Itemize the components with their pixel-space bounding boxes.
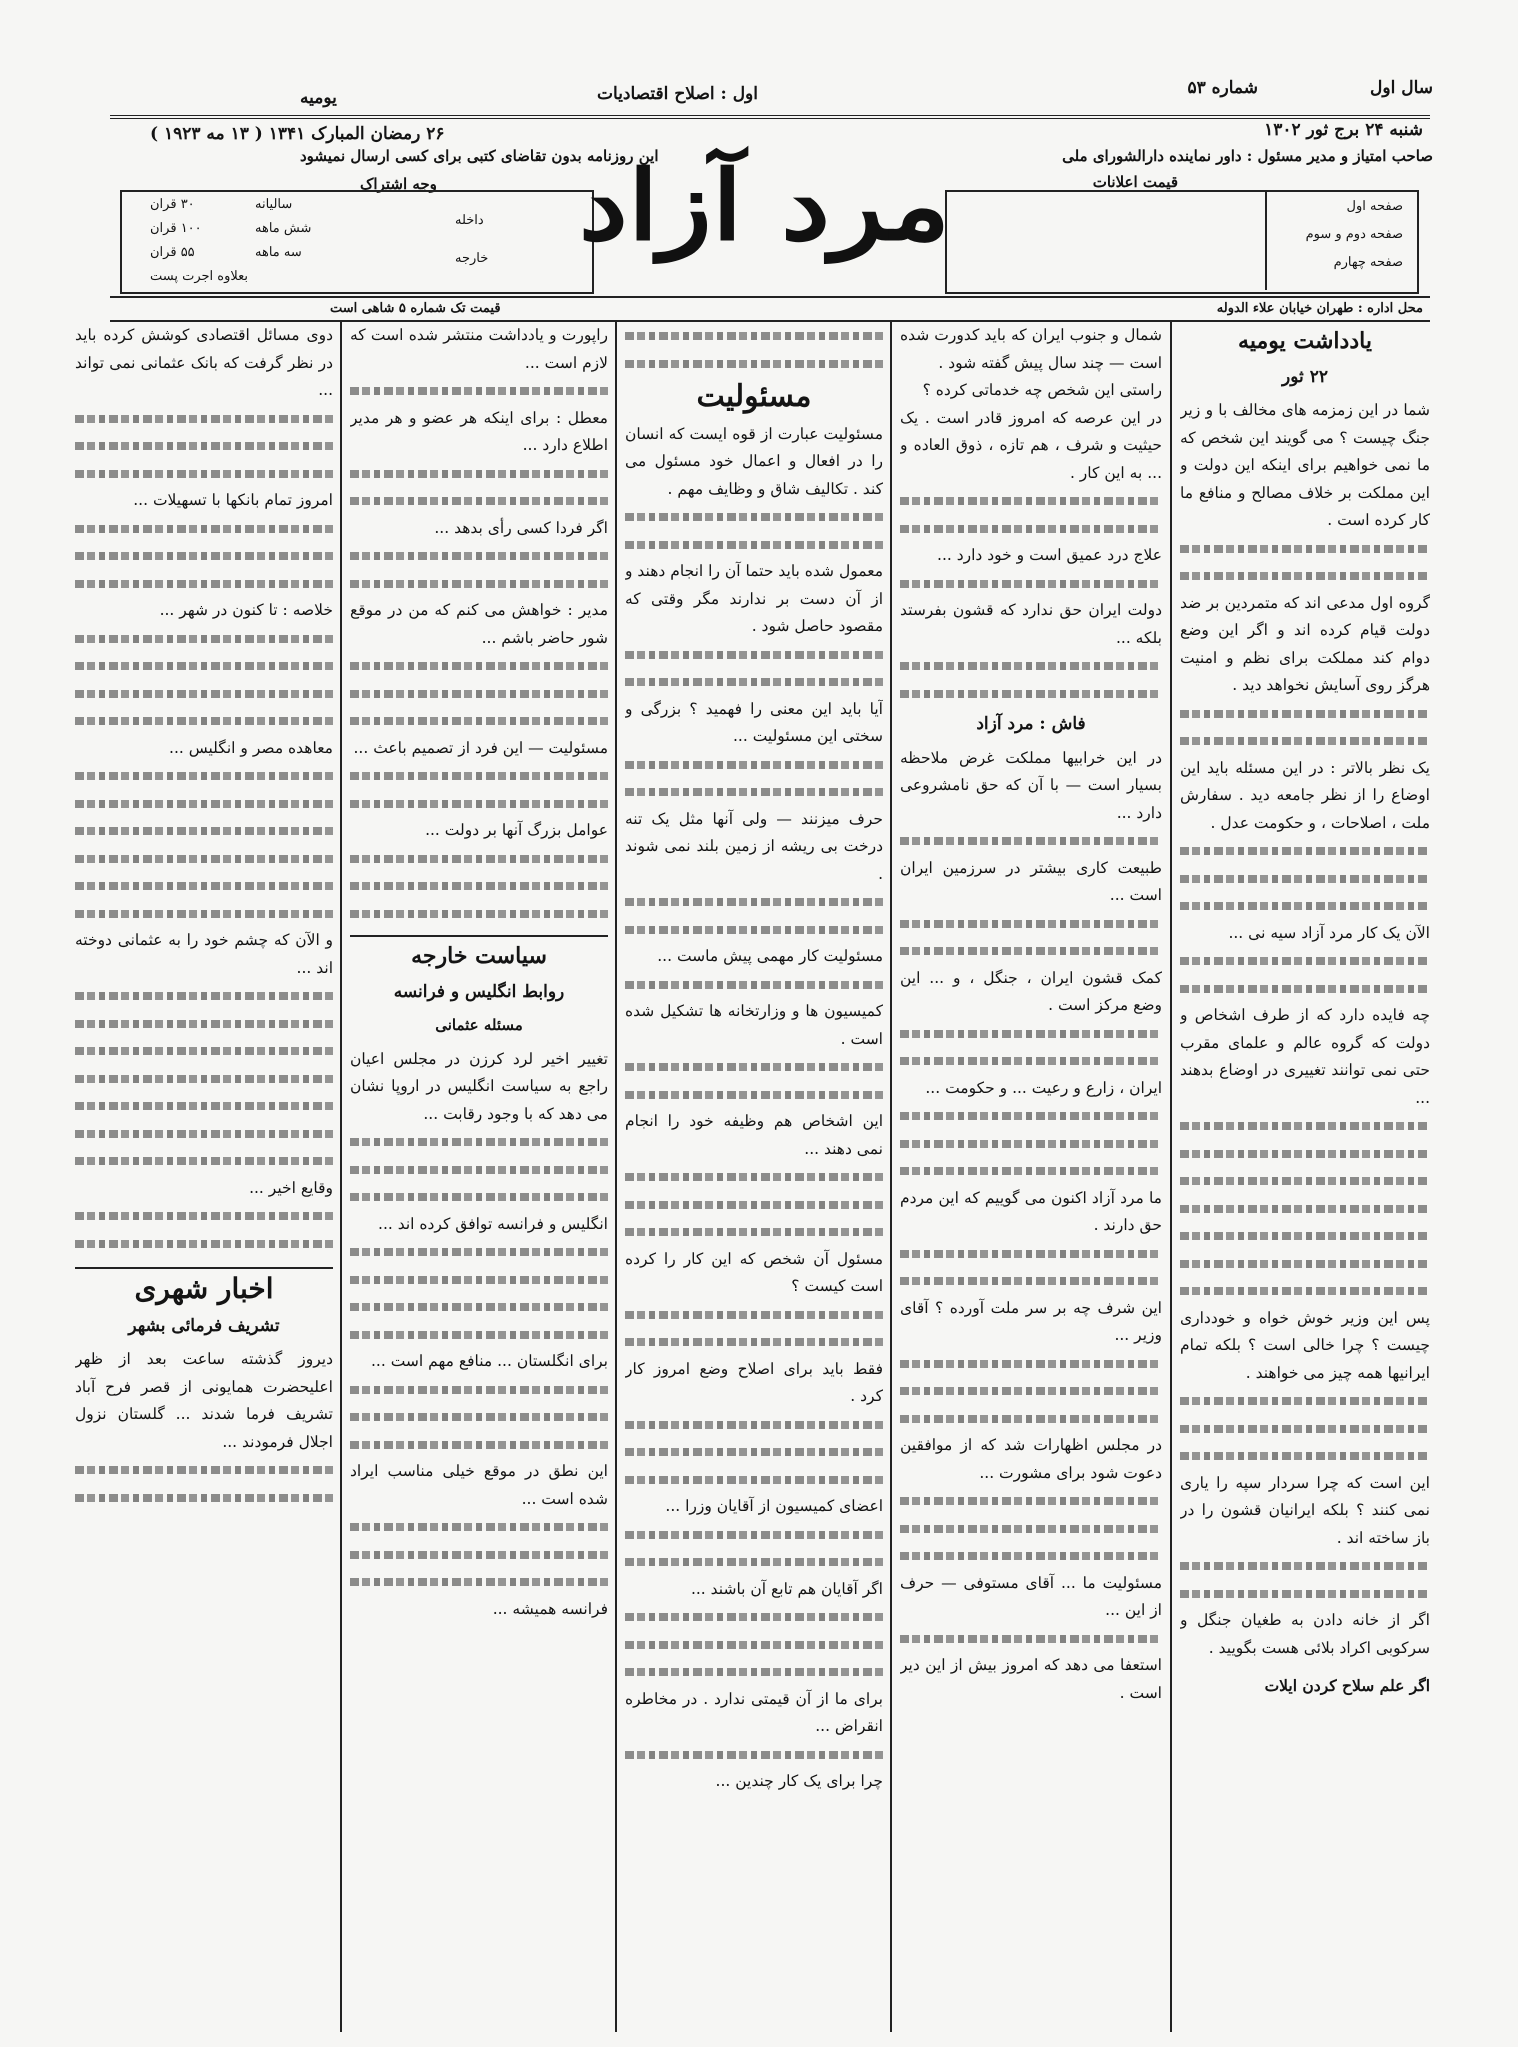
foreign-p11: فرانسه همیشه ...	[492, 1599, 608, 1618]
sub-price-1: ۱۰۰ قران	[150, 221, 202, 236]
column-editorial	[900, 322, 1162, 2022]
ads-row-1: صفحه اول	[1346, 199, 1403, 214]
city-news-p: دیروز گذشته ساعت بعد از ظهر اعلیحضرت همایونی از قصر فرح آباد تشریف فرما شدند ... گلستان نزول اجلال فرمودند ...	[75, 1350, 333, 1451]
editorial-p14: استعفا می دهد که امروز بیش از این دیر است .	[900, 1656, 1162, 1702]
daily-notes-p1: شما در این زمزمه های مخالف با و زیر جنگ چیست ؟ می گویند این شخص که ما نمی خواهیم برای اینکه این دولت و این مملکت بر خلاف مصالح و منافع ما کار کرده است .	[1180, 401, 1430, 529]
editorial-p5: دولت ایران حق ندارد که قشون بفرستد بلکه ...	[900, 601, 1162, 647]
foreign-p5: مسئولیت — این فرد از تصمیم باعث ...	[353, 738, 608, 757]
daily-notes-p6: پس این وزیر خوش خواه و خودداری چیست ؟ چرا خالی است ؟ بلکه تمام ایرانیها همه چیز می خواهند .	[1180, 1308, 1430, 1382]
city-news-title: اخبار شهری	[134, 1272, 274, 1305]
sub-period-1: سالیانه	[255, 197, 293, 212]
sub-row-foreign: خارجه	[455, 251, 489, 266]
economics-p6: وقایع اخیر ...	[249, 1178, 333, 1197]
volume-label: سال اول	[1370, 78, 1433, 98]
foreign-p3: اگر فردا کسی رأی بدهد ...	[434, 518, 608, 537]
issue-number: شماره ۵۳	[1187, 78, 1258, 98]
economics-p2: امروز تمام بانکها با تسهیلات ...	[133, 491, 333, 509]
column-economics	[75, 322, 333, 2022]
foreign-subtitle: روابط انگلیس و فرانسه	[393, 981, 565, 1002]
notice-line: این روزنامه بدون تقاضای کتبی برای کسی ارسال نمیشود	[300, 147, 659, 165]
foreign-section-title: سیاست خارجه	[411, 943, 547, 969]
daily-notes-title: یادداشت یومیه	[1238, 328, 1372, 354]
responsibility-p8: مسئول آن شخص که این کار را کرده است کیست ؟	[625, 1249, 883, 1295]
column-foreign-policy	[350, 322, 608, 2022]
masthead	[579, 120, 951, 290]
responsibility-p4: حرف میزنند — ولی آنها مثل یک تنه درخت بی ریشه از زمین بلند نمی شوند .	[625, 809, 883, 883]
foreign-p1: راپورت و یادداشت منتشر شده است که لازم است ...	[350, 326, 608, 372]
daily-notes-p7: این است که چرا سردار سپه را یاری نمی کنند ؟ بلکه ایرانیان قشون را در باز ساخته اند .	[1180, 1473, 1430, 1547]
single-copy-price: قیمت تک شماره ۵ شاهی است	[330, 301, 501, 316]
daily-notes-p4: الآن یک کار مرد آزاد سیه نی ...	[1228, 923, 1430, 942]
foreign-p6: عوامل بزرگ آنها بر دولت ...	[425, 821, 608, 839]
ads-row-3: صفحه چهارم	[1333, 255, 1403, 270]
economics-p3: خلاصه : تا کنون در شهر ...	[159, 601, 333, 619]
responsibility-p12: برای ما از آن قیمتی ندارد . در مخاطره انقراض ...	[625, 1689, 883, 1735]
responsibility-title: مسئولیت	[696, 379, 812, 414]
column-responsibility	[625, 322, 883, 2022]
economics-p1: دوی مسائل اقتصادی کوشش کرده باید در نظر گرفت که بانک عثمانی نمی تواند ...	[75, 326, 333, 399]
responsibility-p7: این اشخاص هم وظیفه خود را انجام نمی دهند ...	[625, 1112, 883, 1158]
date-jalali: شنبه ۲۴ برج ثور ۱۳۰۲	[1264, 120, 1423, 140]
column-daily-notes	[1180, 322, 1430, 2022]
responsibility-p11: اگر آقایان هم تابع آن باشند ...	[690, 1579, 883, 1598]
foreign-subtitle-2: مسئله عثمانی	[435, 1016, 523, 1034]
responsibility-p5: مسئولیت کار مهمی پیش ماست ...	[657, 947, 883, 965]
frequency-label: یومیه	[300, 88, 337, 108]
editorial-p9: ایران ، زارع و رعیت ... و حکومت ...	[925, 1078, 1162, 1097]
owner-line: صاحب امتیاز و مدیر مسئول : داور نماینده دارالشورای ملی	[1062, 147, 1433, 165]
sub-period-3: سه ماهه	[255, 245, 302, 260]
daily-notes-p8: اگر از خانه دادن به طغیان جنگل و سرکوبی اکراد بلائی هست بگویید .	[1180, 1611, 1430, 1657]
foreign-p2: معطل : برای اینکه هر عضو و هر مدیر اطلاع دارد ...	[350, 408, 608, 454]
responsibility-p3: آیا باید این معنی را فهمید ؟ بزرگی و سختی این مسئولیت ...	[625, 699, 883, 745]
responsibility-p9: فقط باید برای اصلاح وضع امروز کار کرد .	[625, 1359, 883, 1405]
responsibility-p10: اعضای کمیسیون از آقایان وزرا ...	[665, 1497, 883, 1515]
responsibility-p1: مسئولیت عبارت از قوه ایست که انسان را در افعال و اعمال خود مسئول می کند . تکالیف شاق و وظایف مهم .	[625, 424, 883, 498]
daily-notes-p5: چه فایده دارد که از طرف اشخاص و دولت که گروه عالم و علمای مقرب حتی نمی توانند تغییری در اوضاع بدهند ...	[1180, 1006, 1430, 1107]
date-hijri-gregorian: ۲۶ رمضان المبارک ۱۳۴۱ ( ۱۳ مه ۱۹۲۳ )	[150, 124, 445, 144]
editorial-p12: در مجلس اظهارات شد که از موافقین دعوت شود برای مشورت ...	[900, 1436, 1162, 1482]
editorial-p11: این شرف چه بر سر ملت آورده ؟ آقای وزیر ...	[900, 1298, 1162, 1344]
foreign-p10: این نطق در موقع خیلی مناسب ایراد شده است ...	[350, 1462, 608, 1508]
program-label: اول : اصلاح اقتصادیات	[597, 84, 758, 104]
office-address: محل اداره : طهران خیابان علاء الدوله	[1216, 301, 1423, 316]
sub-period-2: شش ماهه	[255, 221, 312, 236]
editorial-p3: در این عرصه که امروز قادر است . یک حیثیت و شرف ، هم تازه ، ذوق العاده و ... به این کار .	[900, 408, 1162, 482]
responsibility-p6: کمیسیون ها و وزارتخانه ها تشکیل شده است .	[625, 1002, 883, 1048]
sub-price-2: ۵۵ قران	[150, 245, 195, 260]
editorial-p2: راستی این شخص چه خدماتی کرده ؟	[922, 381, 1162, 399]
editorial-p8: کمک قشون ایران ، جنگل ، و ... این وضع مرکز است .	[900, 968, 1162, 1014]
editorial-p4: علاج درد عمیق است و خود دارد ...	[937, 546, 1162, 564]
sub-price-3: ۳۰ قران	[150, 197, 195, 212]
editorial-p1: شمال و جنوب ایران که باید کدورت شده است — چند سال پیش گفته شود .	[900, 326, 1162, 372]
foreign-p7: تغییر اخیر لرد کرزن در مجلس اعیان راجع به سیاست انگلیس در اروپا نشان می دهد که با وجود رقابت ...	[350, 1049, 608, 1123]
editorial-p13: مسئولیت ما ... آقای مستوفی — حرف از این ...	[900, 1573, 1162, 1619]
daily-notes-date: ۲۲ ثور	[1282, 366, 1328, 387]
daily-notes-p3: یک نظر بالاتر : در این مسئله باید این اوضاع را از نظر جامعه دید . سفارش ملت ، اصلاحات ، و حکومت عدل .	[1180, 758, 1430, 832]
editorial-p6: در این خرابیها مملکت غرض ملاحظه بسیار است — با آن که حق نامشروعی دارد ...	[900, 748, 1162, 822]
ads-price-label: قیمت اعلانات	[1092, 173, 1178, 191]
foreign-p8: انگلیس و فرانسه توافق کرده اند ...	[378, 1214, 608, 1233]
sub-note: بعلاوه اجرت پست	[150, 269, 249, 284]
responsibility-p2: معمول شده باید حتما آن را انجام دهند و از آن دست بر ندارند مگر وقتی که مقصود حاصل شود .	[625, 562, 883, 635]
city-news-subtitle: تشریف فرمائی بشهر	[128, 1315, 280, 1336]
editorial-p7: طبیعت کاری بیشتر در سرزمین ایران است ...	[900, 858, 1162, 904]
responsibility-p13: چرا برای یک کار چندین ...	[715, 1772, 883, 1790]
sub-row-domestic: داخله	[455, 213, 484, 228]
editorial-p10: ما مرد آزاد اکنون می گوییم که این مردم حق دارند .	[900, 1188, 1162, 1234]
ads-row-2: صفحه دوم و سوم	[1305, 227, 1403, 242]
newspaper-title: مرد آزاد	[579, 148, 951, 262]
subscription-label: وجه اشتراک	[360, 175, 437, 193]
economics-p4: معاهده مصر و انگلیس ...	[169, 738, 333, 757]
foreign-p4: مدیر : خواهش می کنم که من در موقع شور حاضر باشم ...	[350, 601, 608, 647]
daily-notes-p2: گروه اول مدعی اند که متمردین بر ضد دولت قیام کرده اند و اگر این وضع دوام کند مملکت برای نظم و امنیت هرگز روی آسایش نخواهد دید .	[1180, 593, 1430, 694]
daily-notes-end: اگر علم سلاح کردن ایلات	[1264, 1676, 1430, 1695]
editorial-heading: فاش : مرد آزاد	[976, 714, 1086, 734]
economics-p5: و الآن که چشم خود را به عثمانی دوخته اند ...	[75, 931, 333, 977]
foreign-p9: برای انگلستان ... منافع مهم است ...	[371, 1352, 608, 1370]
